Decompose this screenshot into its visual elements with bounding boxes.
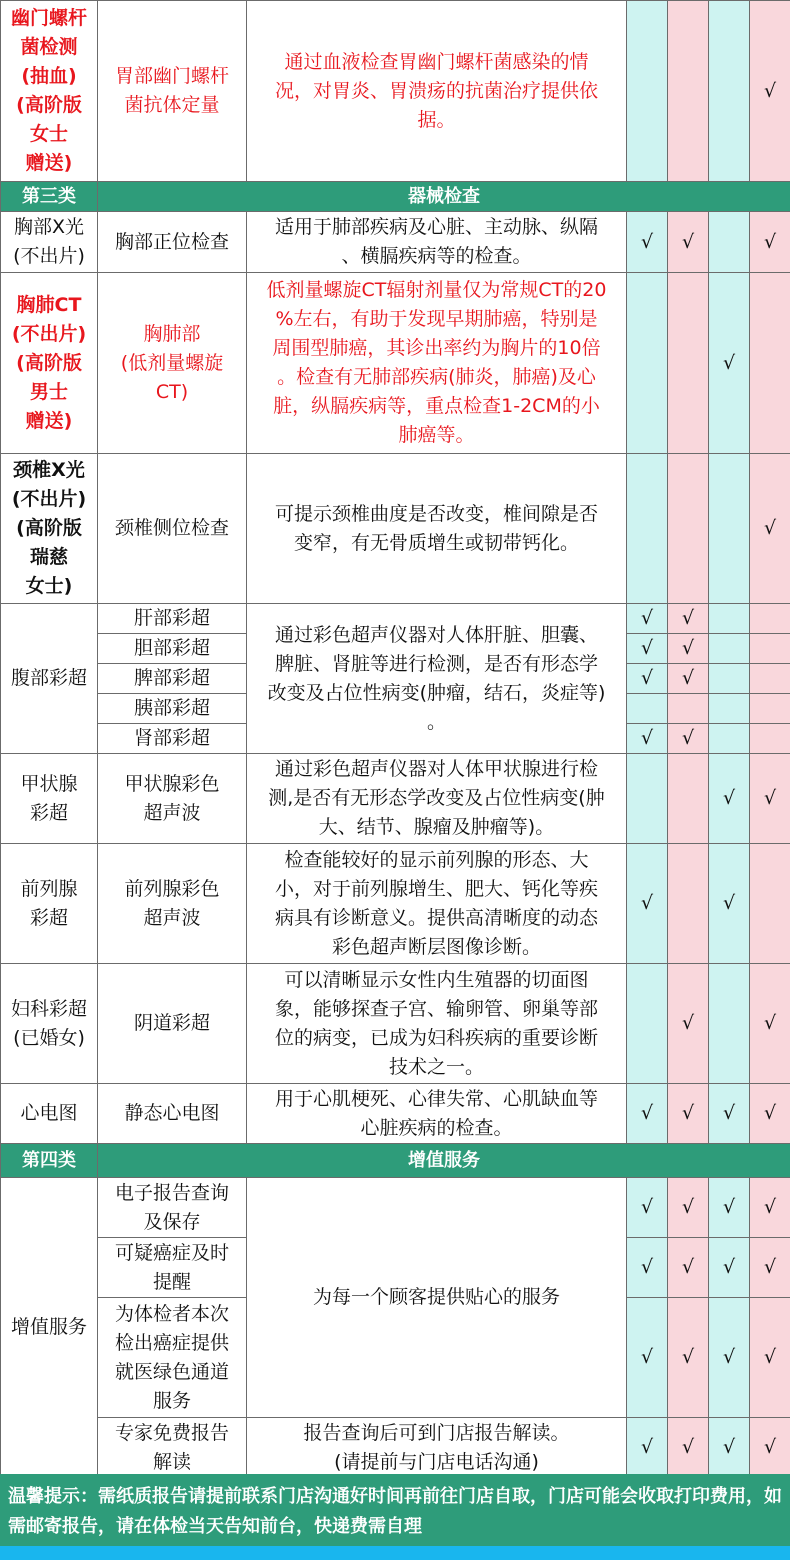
check-cell: √	[750, 1238, 790, 1298]
text-line: 服务	[152, 1389, 191, 1412]
text-line: 低剂量螺旋CT辐射剂量仅为常规CT的20	[266, 279, 607, 301]
sub-item	[98, 754, 247, 844]
check-cell	[750, 634, 790, 664]
text-line: 前列腺彩色	[124, 877, 220, 900]
text-line: 通过彩色超声仪器对人体肝脏、胆囊、	[274, 623, 598, 646]
text-line: 菌检测	[20, 36, 78, 58]
text-line: 为体检者本次	[114, 1302, 229, 1325]
text-line: 位的病变，已成为妇科疾病的重要诊断	[274, 1026, 598, 1049]
text-line: 通过血液检查胃幽门螺杆菌感染的情	[284, 50, 589, 73]
item-name	[1, 454, 98, 604]
text-line: (高阶版	[16, 517, 82, 539]
text-line: 况，对胃炎、胃溃疡的抗菌治疗提供依	[274, 79, 598, 102]
item-name	[1, 273, 98, 454]
text-line: (请提前与门店电话沟通)	[334, 1450, 539, 1473]
check-cell	[627, 964, 668, 1084]
check-cell: √	[627, 604, 668, 634]
text-line: 用于心肌梗死、心律失常、心肌缺血等	[274, 1087, 598, 1110]
check-cell: √	[668, 664, 709, 694]
text-line: 彩色超声断层图像诊断。	[331, 935, 541, 958]
bottom-bar	[0, 1546, 790, 1560]
text-line: 菌抗体定量	[124, 94, 220, 116]
check-cell	[709, 604, 750, 634]
check-cell	[750, 664, 790, 694]
text-line: 脾脏、肾脏等进行检测，是否有形态学	[274, 652, 598, 675]
check-cell: √	[668, 1298, 709, 1418]
check-cell: √	[627, 1178, 668, 1238]
description	[247, 1084, 627, 1144]
text-line: 脏，纵膈疾病等，重点检查1-2CM的小	[273, 395, 600, 417]
row-neck-xray	[1, 454, 790, 604]
check-cell	[709, 964, 750, 1084]
text-line: %左右，有助于发现早期肺癌，特别是	[275, 308, 598, 330]
text-line: 检出癌症提供	[114, 1331, 229, 1354]
section-title: 器械检查	[98, 182, 790, 212]
check-cell	[709, 664, 750, 694]
text-line: 。	[426, 710, 446, 733]
check-cell: √	[668, 212, 709, 273]
text-line: 彩超	[29, 906, 68, 929]
check-cell	[668, 694, 709, 724]
item-name	[1, 1, 98, 182]
row-ecg	[1, 1084, 790, 1144]
check-cell: √	[668, 964, 709, 1084]
description	[247, 1418, 627, 1478]
text-line: (不出片)	[11, 488, 87, 510]
check-cell	[668, 454, 709, 604]
sub-item: 静态心电图	[98, 1084, 247, 1144]
text-line: 解读	[152, 1450, 191, 1473]
check-cell	[709, 634, 750, 664]
check-cell: √	[709, 754, 750, 844]
text-line: (已婚女)	[13, 1026, 85, 1049]
sub-item: 肝部彩超	[98, 604, 247, 634]
text-line: 据。	[417, 108, 456, 131]
check-cell	[627, 754, 668, 844]
sub-item	[98, 844, 247, 964]
text-line: 妇科彩超	[10, 997, 87, 1020]
check-cell: √	[627, 664, 668, 694]
sub-item	[98, 1418, 247, 1478]
text-line: 病具有诊断意义。提供高清晰度的动态	[274, 906, 598, 929]
sub-item: 胆部彩超	[98, 634, 247, 664]
text-line: 胸肺部	[143, 322, 201, 345]
check-cell	[750, 724, 790, 754]
item-name: 心电图	[1, 1084, 98, 1144]
text-line: 技术之一。	[388, 1055, 484, 1078]
item-name	[1, 844, 98, 964]
row-prostate	[1, 844, 790, 964]
text-line: 女士)	[25, 575, 73, 597]
item-name	[1, 964, 98, 1084]
text-line: 改变及占位性病变(肿瘤，结石，炎症等)	[267, 681, 606, 704]
text-line: 心脏疾病的检查。	[360, 1116, 513, 1139]
section-label: 第三类	[1, 182, 98, 212]
sub-item: 胸部正位检查	[98, 212, 247, 273]
check-cell: √	[750, 454, 790, 604]
text-line: 超声波	[143, 906, 201, 929]
text-line: 就医绿色通道	[114, 1360, 229, 1383]
text-line: (抽血)	[21, 65, 77, 87]
check-cell: √	[627, 1238, 668, 1298]
item-name: 腹部彩超	[1, 604, 98, 754]
check-cell: √	[627, 1418, 668, 1478]
text-line: 赠送)	[25, 152, 73, 174]
text-line: (不出片)	[11, 322, 87, 345]
check-cell	[668, 1, 709, 182]
notice-label: 温馨提示：	[8, 1486, 98, 1507]
description	[247, 454, 627, 604]
check-cell: √	[750, 1084, 790, 1144]
description	[247, 754, 627, 844]
sub-item: 胰部彩超	[98, 694, 247, 724]
item-name	[1, 754, 98, 844]
notice-text: 需纸质报告请提前联系门店沟通好时间再前往门店自取，门店可能会收取打印费用，如需邮寄报告，请在体检当天告知前台，快递费需自理	[8, 1486, 782, 1537]
description	[247, 212, 627, 273]
sub-item	[98, 273, 247, 454]
check-cell	[750, 273, 790, 454]
text-line: 电子报告查询	[114, 1181, 229, 1204]
check-cell	[709, 212, 750, 273]
text-line: 适用于肺部疾病及心脏、主动脉、纵隔	[274, 216, 598, 238]
row-gyn	[1, 964, 790, 1084]
text-line: 可提示颈椎曲度是否改变，椎间隙是否	[274, 502, 598, 525]
text-line: CT)	[155, 380, 189, 403]
sub-item	[98, 1298, 247, 1418]
description	[247, 273, 627, 454]
check-cell	[750, 844, 790, 964]
check-cell: √	[709, 273, 750, 454]
text-line: 检查能较好的显示前列腺的形态、大	[284, 848, 589, 871]
text-line: 瑞慈	[29, 546, 68, 568]
text-line: 女士	[29, 123, 68, 145]
check-cell: √	[750, 1418, 790, 1478]
check-cell	[668, 844, 709, 964]
check-cell: √	[627, 1084, 668, 1144]
check-cell: √	[750, 754, 790, 844]
check-cell: √	[750, 212, 790, 273]
text-line: 男士	[29, 380, 68, 403]
check-cell	[668, 754, 709, 844]
footer-notice	[0, 1474, 790, 1546]
text-line: 胸肺CT	[16, 293, 82, 316]
sub-item: 阴道彩超	[98, 964, 247, 1084]
item-name	[1, 212, 98, 273]
check-cell: √	[750, 1178, 790, 1238]
check-cell: √	[627, 724, 668, 754]
check-cell	[750, 604, 790, 634]
check-cell	[709, 454, 750, 604]
text-line: 甲状腺彩色	[124, 772, 220, 795]
check-cell: √	[668, 1178, 709, 1238]
check-cell	[627, 454, 668, 604]
check-cell: √	[668, 724, 709, 754]
text-line: 颈椎X光	[13, 459, 85, 481]
sub-item: 肾部彩超	[98, 724, 247, 754]
check-cell	[627, 1, 668, 182]
text-line: 。检查有无肺部疾病(肺炎，肺癌)及心	[277, 366, 596, 388]
check-cell: √	[668, 604, 709, 634]
text-line: 前列腺	[20, 877, 78, 900]
check-cell	[709, 724, 750, 754]
check-cell: √	[627, 1298, 668, 1418]
text-line: 、横膈疾病等的检查。	[341, 245, 532, 267]
text-line: 提醒	[152, 1270, 191, 1293]
check-cell: √	[668, 1238, 709, 1298]
text-line: (高阶版	[16, 94, 82, 116]
section-title: 增值服务	[98, 1144, 790, 1178]
check-cell: √	[668, 1084, 709, 1144]
text-line: (高阶版	[16, 351, 82, 374]
check-cell	[709, 1, 750, 182]
row-chest-xray	[1, 212, 790, 273]
text-line: 小，对于前列腺增生、肥大、钙化等疾	[274, 877, 598, 900]
sub-item	[98, 1, 247, 182]
check-cell	[750, 694, 790, 724]
text-line: 甲状腺	[20, 772, 78, 795]
section-header	[1, 182, 790, 212]
check-cell: √	[709, 1418, 750, 1478]
section-header	[1, 1144, 790, 1178]
check-cell: √	[709, 1084, 750, 1144]
text-line: 可以清晰显示女性内生殖器的切面图	[284, 968, 589, 991]
check-cell: √	[709, 844, 750, 964]
text-line: 幽门螺杆	[10, 7, 87, 29]
text-line: 象，能够探查子宫、输卵管、卵巢等部	[274, 997, 598, 1020]
check-cell: √	[668, 634, 709, 664]
check-cell: √	[627, 634, 668, 664]
check-cell: √	[750, 1, 790, 182]
description	[247, 604, 627, 754]
item-name: 增值服务	[1, 1178, 98, 1478]
check-cell	[627, 273, 668, 454]
check-cell: √	[709, 1178, 750, 1238]
row-abdomen	[1, 604, 790, 634]
text-line: 彩超	[29, 801, 68, 824]
description: 为每一个顾客提供贴心的服务	[247, 1178, 627, 1418]
text-line: 超声波	[143, 801, 201, 824]
row-value	[1, 1418, 790, 1478]
text-line: 专家免费报告	[114, 1421, 229, 1444]
text-line: 胃部幽门螺杆	[114, 65, 229, 87]
check-cell	[709, 694, 750, 724]
check-cell: √	[668, 1418, 709, 1478]
check-cell: √	[709, 1298, 750, 1418]
check-cell	[627, 694, 668, 724]
text-line: (不出片)	[13, 245, 85, 267]
text-line: 大、结节、腺瘤及肿瘤等)。	[318, 816, 555, 838]
check-cell	[668, 273, 709, 454]
text-line: (低剂量螺旋	[120, 351, 224, 374]
sub-item	[98, 1238, 247, 1298]
row-value	[1, 1178, 790, 1238]
text-line: 变窄，有无骨质增生或韧带钙化。	[293, 531, 579, 554]
sub-item: 脾部彩超	[98, 664, 247, 694]
row-hp	[1, 1, 790, 182]
text-line: 报告查询后可到门店报告解读。	[303, 1421, 570, 1444]
row-thyroid	[1, 754, 790, 844]
description	[247, 844, 627, 964]
sub-item	[98, 1178, 247, 1238]
section-label: 第四类	[1, 1144, 98, 1178]
check-cell: √	[709, 1238, 750, 1298]
text-line: 肺癌等。	[398, 424, 475, 446]
check-cell: √	[750, 1298, 790, 1418]
text-line: 可疑癌症及时	[114, 1241, 229, 1264]
check-cell: √	[627, 844, 668, 964]
text-line: 测,是否有无形态学改变及占位性病变(肿	[268, 787, 605, 809]
text-line: 周围型肺癌，其诊出率约为胸片的10倍	[272, 337, 601, 359]
description	[247, 964, 627, 1084]
sub-item: 颈椎侧位检查	[98, 454, 247, 604]
description	[247, 1, 627, 182]
text-line: 及保存	[143, 1210, 201, 1233]
row-chest-ct	[1, 273, 790, 454]
check-cell: √	[750, 964, 790, 1084]
text-line: 胸部X光	[13, 216, 85, 238]
text-line: 通过彩色超声仪器对人体甲状腺进行检	[274, 758, 598, 780]
check-cell: √	[627, 212, 668, 273]
text-line: 赠送)	[25, 409, 73, 432]
